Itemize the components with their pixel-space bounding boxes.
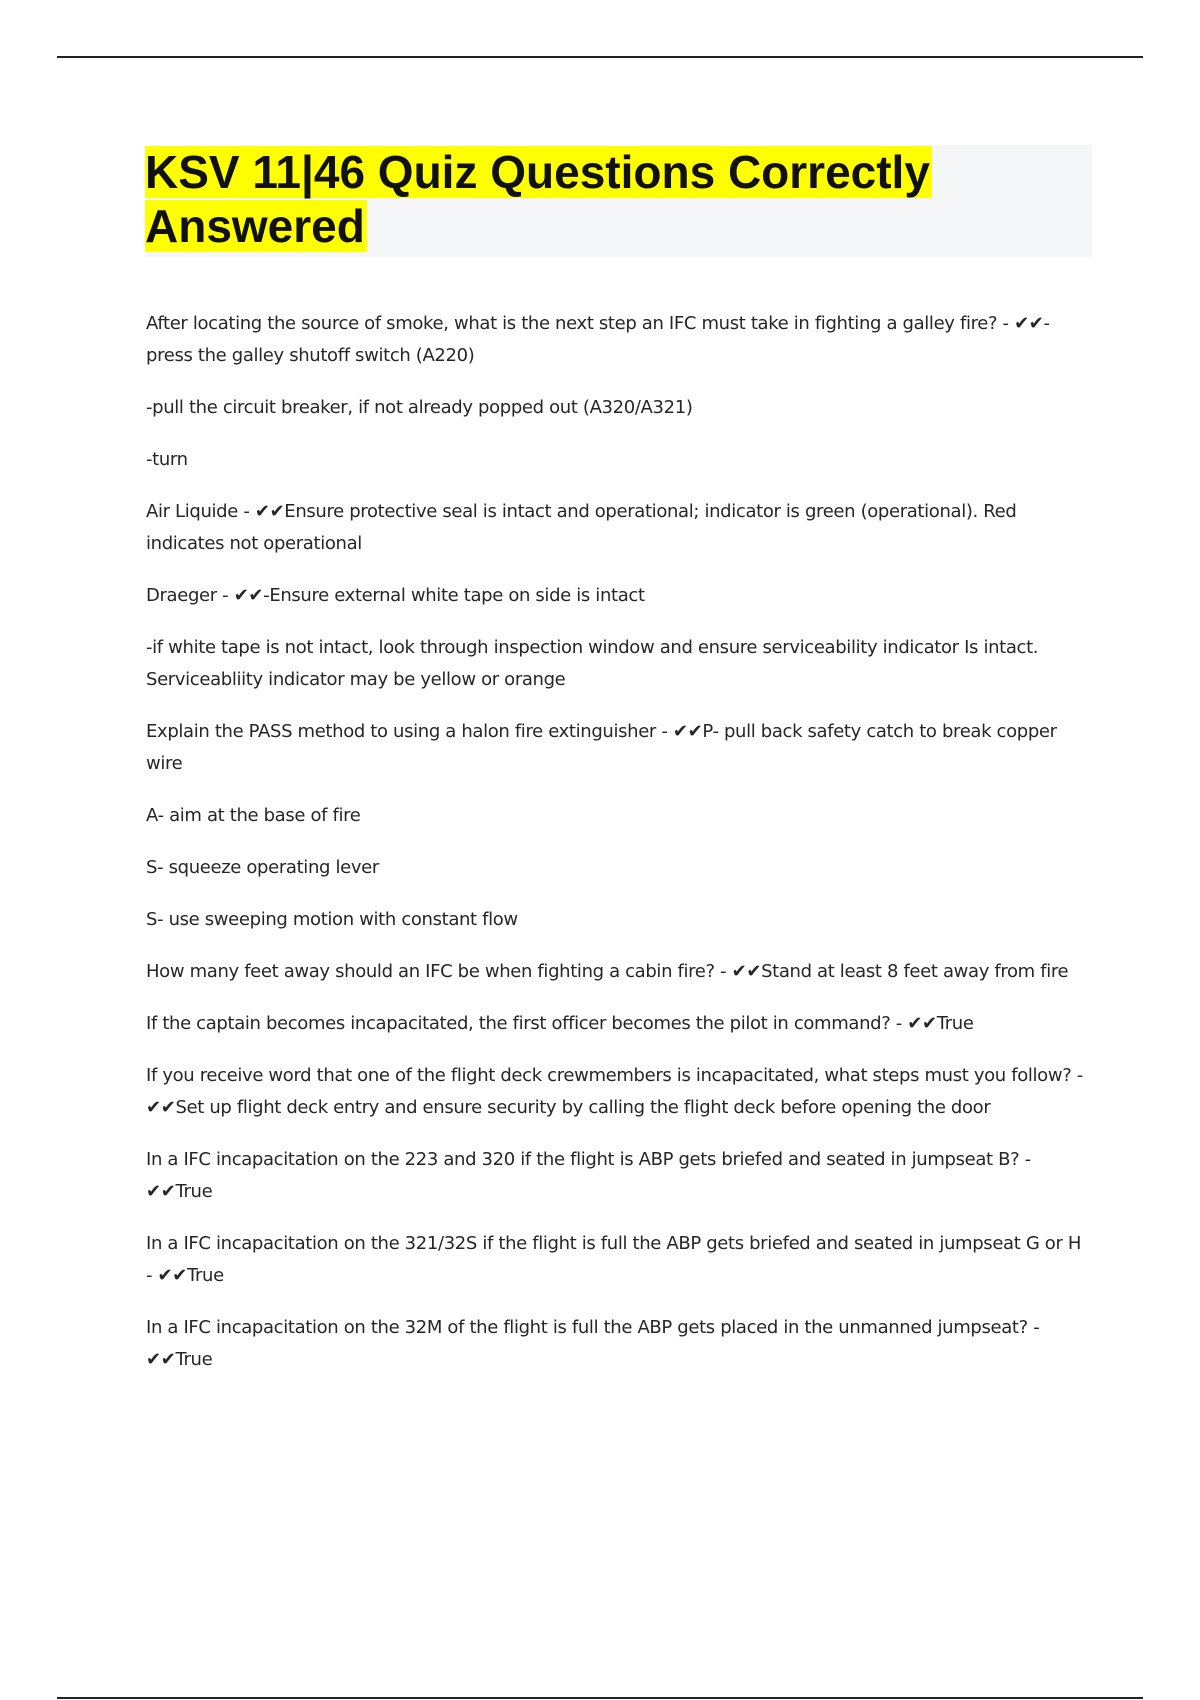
footer-rule: [57, 1697, 1143, 1699]
paragraph-9: S- squeeze operating lever: [146, 857, 379, 878]
paragraph-10: S- use sweeping motion with constant flow: [146, 909, 518, 930]
paragraph-1: After locating the source of smoke, what is the next step an IFC must take in fighting a galley fire? - ✔✔-press the galley shutoff switch (A220): [146, 313, 1050, 366]
title-line-2: Answered: [145, 200, 365, 252]
paragraph-4: Air Liquide - ✔✔Ensure protective seal is intact and operational; indicator is green (operational). Red indicates not operational: [146, 501, 1017, 554]
paragraph-13: If you receive word that one of the flight deck crewmembers is incapacitated, what steps must you follow? - ✔✔Set up flight deck entry and ensure security by calling the flight deck before opening the door: [146, 1065, 1083, 1118]
paragraph-3: -turn: [146, 449, 188, 470]
paragraph-11: How many feet away should an IFC be when fighting a cabin fire? - ✔✔Stand at least 8 feet away from fire: [146, 961, 1069, 982]
paragraph-6: -if white tape is not intact, look through inspection window and ensure serviceability indicator Is intact. Serviceabliity indicator may be yellow or orange: [146, 637, 1039, 690]
paragraph-14: In a IFC incapacitation on the 223 and 320 if the flight is ABP gets briefed and seated in jumpseat B? - ✔✔True: [146, 1149, 1031, 1202]
title-line-1: KSV 11|46 Quiz Questions Correctly: [145, 146, 930, 198]
title-block: [145, 145, 1092, 257]
document-body: [146, 308, 1091, 1396]
paragraph-8: A- aim at the base of fire: [146, 805, 361, 826]
paragraph-7: Explain the PASS method to using a halon fire extinguisher - ✔✔P- pull back safety catch to break copper wire: [146, 721, 1057, 774]
paragraph-12: If the captain becomes incapacitated, the first officer becomes the pilot in command? - ✔✔True: [146, 1013, 974, 1034]
paragraph-5: Draeger - ✔✔-Ensure external white tape on side is intact: [146, 585, 645, 606]
header-rule: [57, 56, 1143, 58]
paragraph-2: -pull the circuit breaker, if not already popped out (A320/A321): [146, 397, 693, 418]
document-title: [145, 145, 1092, 253]
paragraph-16: In a IFC incapacitation on the 32M of the flight is full the ABP gets placed in the unmanned jumpseat? - ✔✔True: [146, 1317, 1040, 1370]
paragraph-15: In a IFC incapacitation on the 321/32S if the flight is full the ABP gets briefed and seated in jumpseat G or H - ✔✔True: [146, 1233, 1082, 1286]
